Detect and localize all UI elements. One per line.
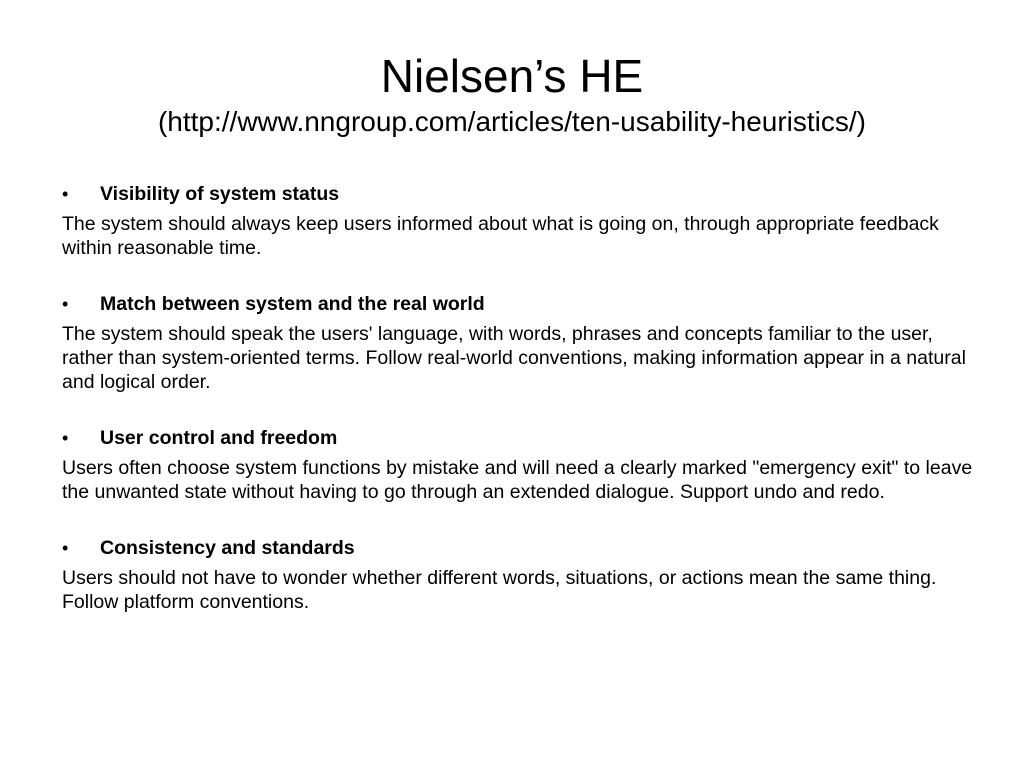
list-item	[62, 534, 982, 614]
heuristics-list	[62, 180, 982, 644]
heuristic-description: Users should not have to wonder whether different words, situations, or actions mean the same thing. Follow platform conventions.	[62, 567, 937, 613]
heuristic-description: Users often choose system functions by mistake and will need a clearly marked "emergency exit" to leave the unwanted state without having to go through an extended dialogue. Support undo and redo.	[62, 457, 973, 503]
heuristic-heading: Visibility of system status	[100, 183, 340, 205]
bullet-icon: •	[62, 294, 69, 314]
heading-row	[62, 424, 982, 452]
list-item	[62, 290, 982, 394]
heading-row	[62, 180, 982, 208]
bullet-icon: •	[62, 184, 69, 204]
heuristic-heading: Match between system and the real world	[100, 293, 485, 315]
list-item	[62, 180, 982, 260]
title-block	[40, 48, 984, 140]
list-item	[62, 424, 982, 504]
heuristic-heading: User control and freedom	[100, 427, 338, 449]
slide-title: Nielsen’s HE	[380, 50, 644, 102]
heading-row	[62, 534, 982, 562]
heuristic-description: The system should always keep users informed about what is going on, through appropriate feedback within reasonable time.	[62, 213, 939, 259]
bullet-icon: •	[62, 428, 69, 448]
heading-row	[62, 290, 982, 318]
slide-subtitle-link: (http://www.nngroup.com/articles/ten-usability-heuristics/)	[157, 106, 867, 137]
heuristic-heading: Consistency and standards	[100, 537, 355, 559]
heuristic-description: The system should speak the users' language, with words, phrases and concepts familiar to the user, rather than system-oriented terms. Follow real-world conventions, making information appear in a natural and logical order.	[62, 323, 966, 393]
bullet-icon: •	[62, 538, 69, 558]
